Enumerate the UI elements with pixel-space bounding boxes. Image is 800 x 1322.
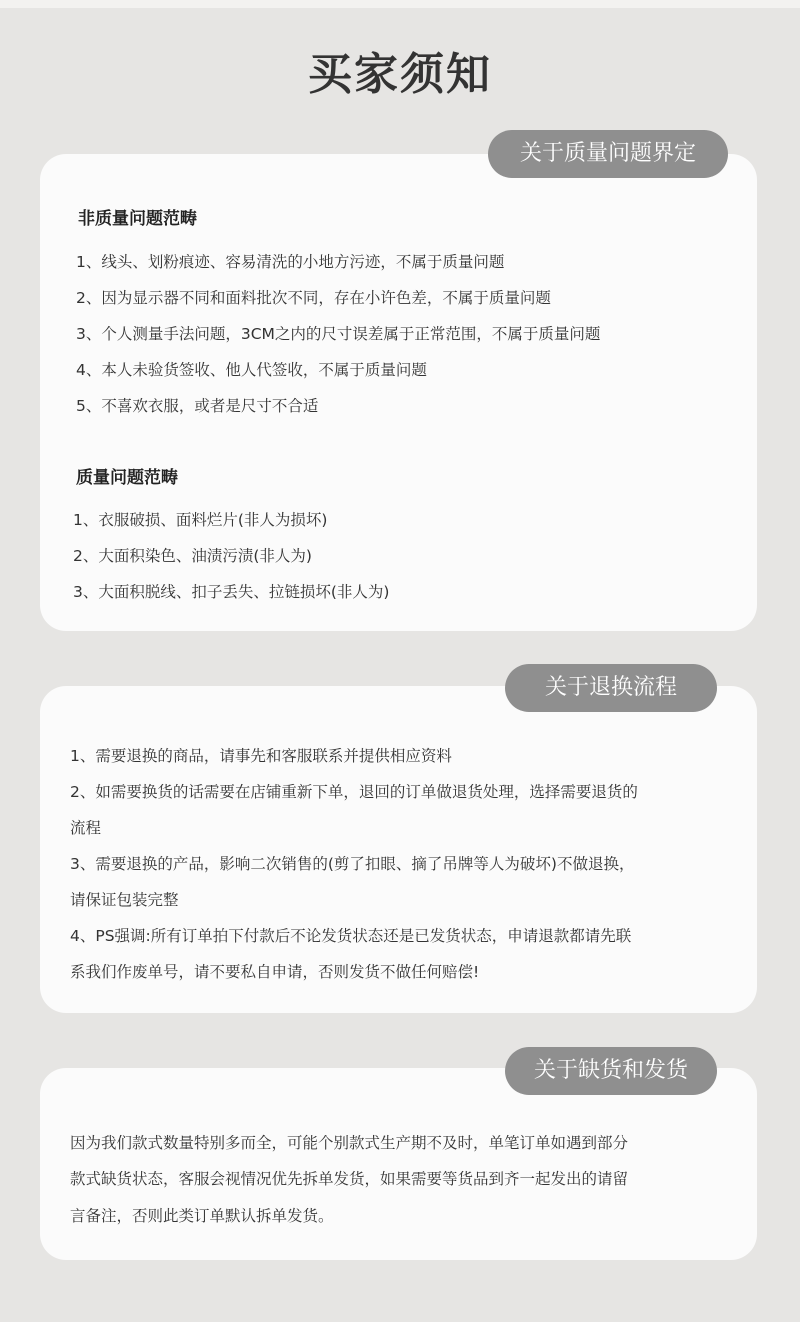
quality-pill: 关于质量问题界定 (488, 130, 728, 178)
returns-pill: 关于退换流程 (505, 664, 717, 712)
top-strip (0, 0, 800, 8)
returns-line: 4、PS强调:所有订单拍下付款后不论发货状态还是已发货状态，申请退款都请先联 (70, 927, 632, 945)
non-quality-item: 3、个人测量手法问题，3CM之内的尺寸误差属于正常范围，不属于质量问题 (76, 325, 601, 343)
non-quality-item: 4、本人未验货签收、他人代签收，不属于质量问题 (76, 361, 427, 379)
shipping-line: 款式缺货状态，客服会视情况优先拆单发货，如果需要等货品到齐一起发出的请留 (70, 1170, 629, 1188)
non-quality-item: 1、线头、划粉痕迹、容易清洗的小地方污迹，不属于质量问题 (76, 253, 505, 271)
non-quality-item: 5、不喜欢衣服，或者是尺寸不合适 (76, 397, 319, 415)
quality-heading: 质量问题范畴 (76, 468, 178, 488)
quality-item: 1、衣服破损、面料烂片(非人为损坏) (73, 511, 328, 529)
shipping-card (40, 1068, 757, 1260)
quality-item: 2、大面积染色、油渍污渍(非人为) (73, 547, 312, 565)
returns-line: 系我们作废单号，请不要私自申请，否则发货不做任何赔偿! (70, 963, 480, 981)
non-quality-heading: 非质量问题范畴 (78, 209, 197, 229)
returns-line: 流程 (70, 819, 102, 837)
shipping-line: 言备注，否则此类订单默认拆单发货。 (70, 1207, 334, 1225)
quality-item: 3、大面积脱线、扣子丢失、拉链损坏(非人为) (73, 583, 390, 601)
returns-line: 3、需要退换的产品，影响二次销售的(剪了扣眼、摘了吊牌等人为破坏)不做退换， (70, 855, 635, 873)
returns-line: 1、需要退换的商品，请事先和客服联系并提供相应资料 (70, 747, 452, 765)
page-title: 买家须知 (308, 49, 492, 100)
shipping-line: 因为我们款式数量特别多而全，可能个别款式生产期不及时，单笔订单如遇到部分 (70, 1134, 629, 1152)
non-quality-item: 2、因为显示器不同和面料批次不同，存在小许色差，不属于质量问题 (76, 289, 551, 307)
returns-line: 2、如需要换货的话需要在店铺重新下单，退回的订单做退货处理，选择需要退货的 (70, 783, 638, 801)
returns-line: 请保证包装完整 (70, 891, 179, 909)
shipping-pill: 关于缺货和发货 (505, 1047, 717, 1095)
